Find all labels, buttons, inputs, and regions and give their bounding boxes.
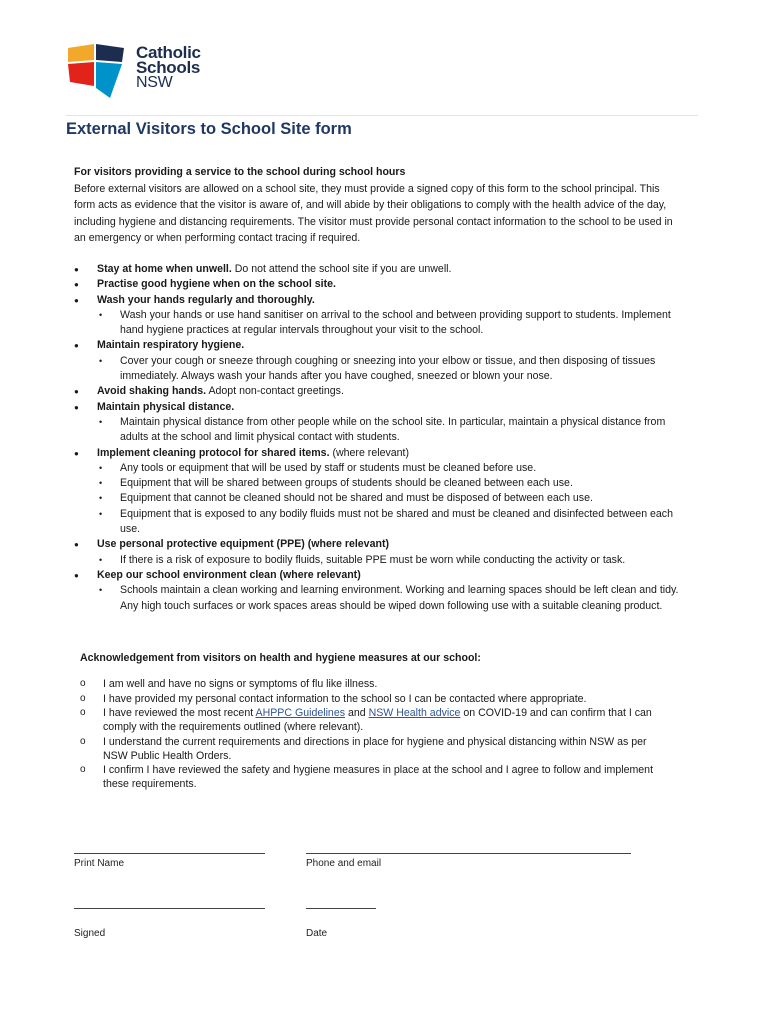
date-label: Date bbox=[306, 928, 328, 939]
acknowledgement-item: o I have reviewed the most recent AHPPC Guidelines and NSW Health advice on COVID-19 and can confirm that I can comply with the requirements outlined (where relevant). bbox=[80, 706, 670, 734]
guideline-item: ● Stay at home when unwell. Do not attend the school site if you are unwell. bbox=[74, 262, 684, 277]
logo-line-schools: Schools bbox=[136, 58, 201, 77]
guideline-item: ● Avoid shaking hands. Adopt non-contact greetings. bbox=[74, 384, 684, 399]
guideline-subitem: • Equipment that is exposed to any bodily fluids must not be shared and must be cleaned and disinfected between each use. bbox=[97, 507, 684, 538]
acknowledgement-item: o I confirm I have reviewed the safety and hygiene measures in place at the school and I agree to follow and implement these requirements. bbox=[80, 763, 670, 791]
guideline-subitem: • Wash your hands or use hand sanitiser on arrival to the school and between providing support to students. Implement hand hygiene practices at regular intervals throughout your visit to the school. bbox=[97, 308, 684, 339]
ahppc-guidelines-link[interactable]: AHPPC Guidelines bbox=[255, 707, 346, 719]
acknowledgement-item: o I have provided my personal contact information to the school so I can be contacted where appropriate. bbox=[80, 692, 670, 706]
acknowledgement-list bbox=[80, 677, 670, 792]
intro-section bbox=[74, 164, 674, 247]
intro-heading: For visitors providing a service to the school during school hours bbox=[74, 166, 406, 178]
guideline-item: ● Implement cleaning protocol for shared items. (where relevant) • Any tools or equipment that will be used by staff or students must be cleaned before use. • Equipment that will be shared between groups of students should be cleaned between each use. • Equipment that cannot be cleaned should not be shared and must be disposed of between each use. • Equipment that is exposed to any bodily fluids must not be shared and must be cleaned and disinfected between each use. bbox=[74, 446, 684, 538]
guideline-subitem: • If there is a risk of exposure to bodily fluids, suitable PPE must be worn while conducting the activity or task. bbox=[97, 553, 684, 568]
intro-paragraph: Before external visitors are allowed on a school site, they must provide a signed copy of this form to the school principal. This form acts as evidence that the visitor is aware of, and will abide by their obligations to comply with the health advice of the day, including hygiene and distancing requirements. The visitor must provide personal contact information to the school to be used in an emergency or when performing contact tracing if required. bbox=[74, 182, 673, 244]
phone-email-line[interactable] bbox=[306, 853, 631, 854]
hygiene-guidelines-list bbox=[74, 262, 684, 614]
phone-email-label: Phone and email bbox=[306, 858, 382, 869]
acknowledgement-item: o I am well and have no signs or symptoms of flu like illness. bbox=[80, 677, 670, 691]
guideline-item: ● Keep our school environment clean (where relevant) • Schools maintain a clean working and learning environment. Working and learning spaces should be left clean and tidy. Any high touch surfaces or work spaces areas should be wiped down following use with a suitable cleaning product. bbox=[74, 568, 684, 614]
nsw-health-advice-link[interactable]: NSW Health advice bbox=[368, 707, 461, 719]
guideline-subitem: • Schools maintain a clean working and learning environment. Working and learning spaces should be left clean and tidy. Any high touch surfaces or work spaces areas should be wiped down following use with a suitable cleaning product. bbox=[97, 583, 684, 614]
catholic-schools-nsw-logo bbox=[66, 42, 226, 102]
header-divider bbox=[66, 115, 698, 116]
guideline-subitem: • Cover your cough or sneeze through coughing or sneezing into your elbow or tissue, and then disposing of tissues immediately. Always wash your hands after you have coughed, sneezed or blown your nose. bbox=[97, 354, 684, 385]
guideline-subitem: • Equipment that cannot be cleaned should not be shared and must be disposed of between each use. bbox=[97, 491, 684, 506]
guideline-subitem: • Equipment that will be shared between groups of students should be cleaned between each use. bbox=[97, 476, 684, 491]
guideline-subitem: • Any tools or equipment that will be used by staff or students must be cleaned before use. bbox=[97, 461, 684, 476]
logo-mark-icon bbox=[66, 42, 130, 102]
guideline-item: ● Practise good hygiene when on the school site. bbox=[74, 277, 684, 292]
guideline-subitem: • Maintain physical distance from other people while on the school site. In particular, maintain a physical distance from adults at the school and limit physical contact with students. bbox=[97, 415, 684, 446]
print-name-label: Print Name bbox=[74, 858, 125, 869]
form-title: External Visitors to School Site form bbox=[66, 120, 352, 138]
acknowledgement-heading: Acknowledgement from visitors on health and hygiene measures at our school: bbox=[80, 652, 481, 664]
acknowledgement-item: o I understand the current requirements and directions in place for hygiene and physical distancing within NSW as per NSW Public Health Orders. bbox=[80, 735, 670, 763]
guideline-item: ● Use personal protective equipment (PPE) (where relevant) • If there is a risk of exposure to bodily fluids, suitable PPE must be worn while conducting the activity or task. bbox=[74, 537, 684, 568]
guideline-item: ● Wash your hands regularly and thoroughly. • Wash your hands or use hand sanitiser on arrival to the school and between providing support to students. Implement hand hygiene practices at regular intervals throughout your visit to the school. bbox=[74, 293, 684, 339]
print-name-line[interactable] bbox=[74, 853, 265, 854]
signature-line[interactable] bbox=[74, 908, 265, 909]
logo-line-catholic: Catholic bbox=[136, 43, 201, 62]
logo-line-nsw: NSW bbox=[136, 74, 173, 91]
date-line[interactable] bbox=[306, 908, 376, 909]
signed-label: Signed bbox=[74, 928, 106, 939]
guideline-item: ● Maintain physical distance. • Maintain physical distance from other people while on the school site. In particular, maintain a physical distance from adults at the school and limit physical contact with students. bbox=[74, 400, 684, 446]
guideline-item: ● Maintain respiratory hygiene. • Cover your cough or sneeze through coughing or sneezing into your elbow or tissue, and then disposing of tissues immediately. Always wash your hands after you have coughed, sneezed or blown your nose. bbox=[74, 338, 684, 384]
